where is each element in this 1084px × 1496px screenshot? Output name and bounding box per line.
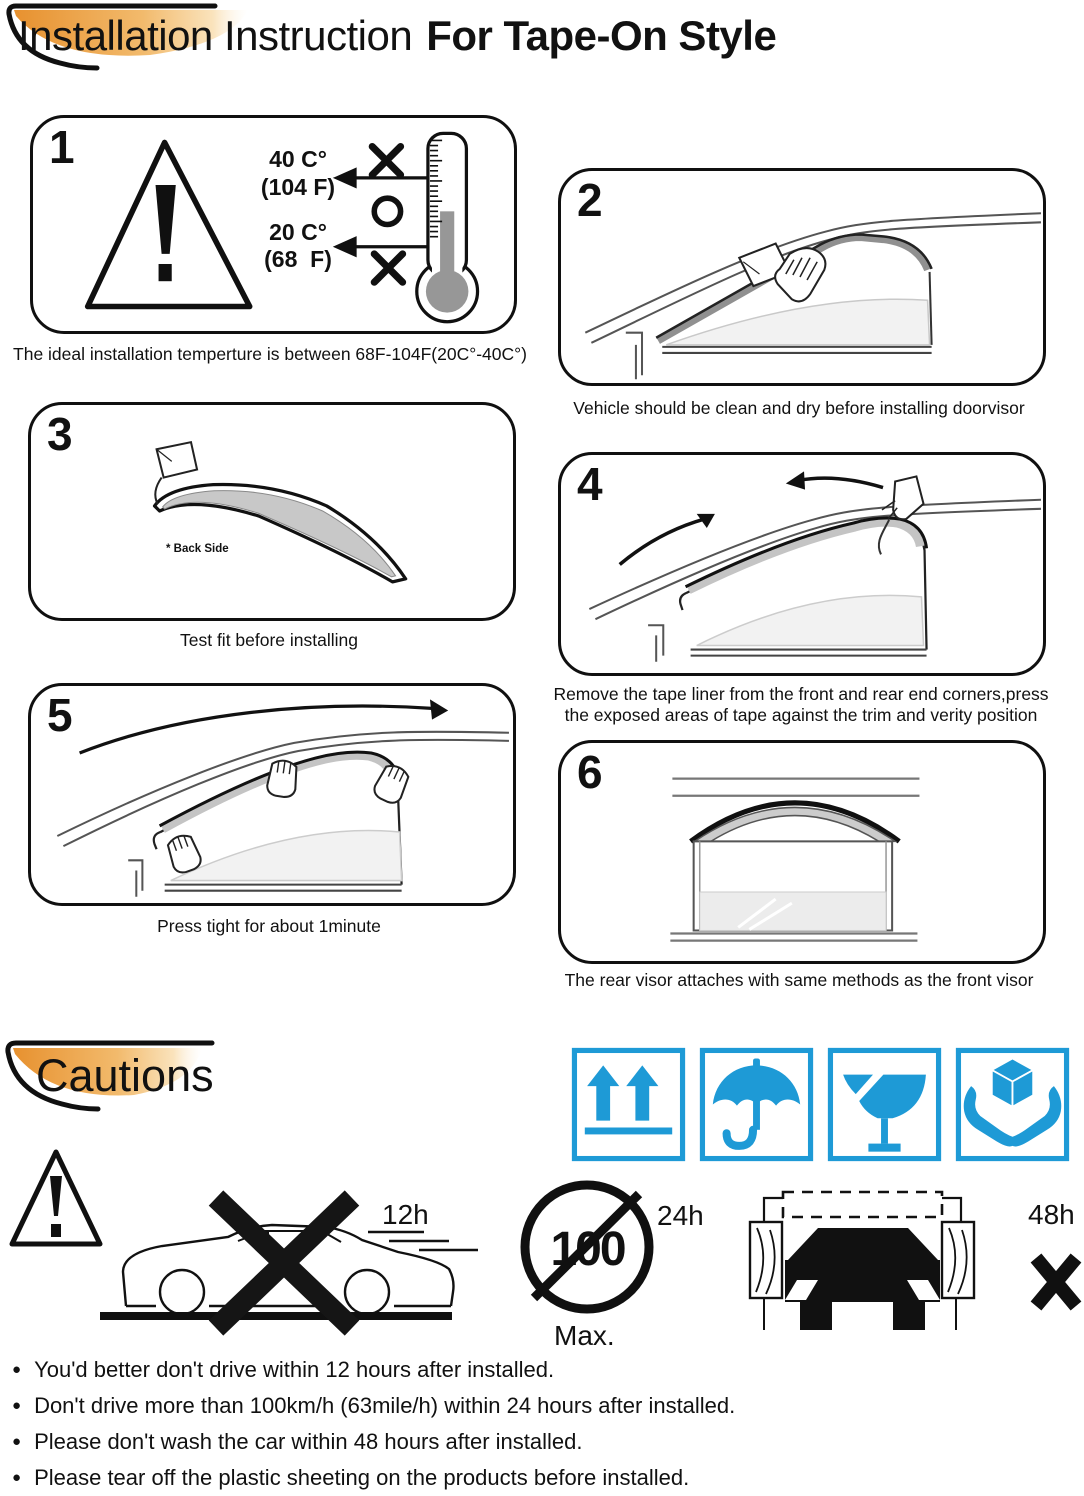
step3-caption: Test fit before installing [179,630,358,650]
bullet-dot: ● [12,1397,22,1414]
window-sill [662,347,931,353]
warning-triangle-icon [88,142,250,306]
bullet-dot: ● [12,1361,22,1378]
caution-notes-list [8,1357,1074,1496]
max-label: Max. [554,1320,615,1351]
no-driving-car-icon [123,1225,454,1314]
page-title [18,12,776,60]
step3-illustration [31,405,513,618]
step-number: 5 [47,689,73,741]
fragile-icon [827,1046,942,1163]
door-corner-lines [648,625,663,661]
step-panel-6 [558,740,1046,964]
cross-mark-low-icon [374,254,402,282]
no-wash-cross [1036,1258,1076,1306]
speed-lines [368,1232,478,1250]
door-corner-lines [626,333,642,380]
no-driving-cross [216,1198,352,1328]
window-right-edge [930,272,932,345]
step-panel-2 [558,168,1046,386]
step5-illustration [31,686,513,903]
speed-limit-value: 100 [550,1223,625,1276]
sweep-arrow-head [430,699,448,719]
caution-note-text: You'd better don't drive within 12 hours after installed. [34,1357,555,1382]
back-side-label: * Back Side [166,543,229,555]
page-title-bold: For Tape-On Style [426,12,777,59]
step4-caption: Remove the tape liner from the front and rear end corners,press the exposed areas of tape against the trim and verity position [553,684,1049,725]
temp-low-celsius: 20 C° [269,219,327,245]
car-wash-icon [750,1192,974,1330]
step6-illustration [561,743,1043,961]
list-item [8,1465,1074,1491]
roof-lines [672,779,919,796]
page-title-regular: Installation Instruction [18,12,413,59]
ground-line [100,1312,452,1320]
list-item [8,1393,1074,1419]
thermometer-icon [417,133,478,321]
step-number: 6 [577,746,603,798]
step-number: 2 [577,174,603,226]
door-glass [697,595,924,645]
step-panel-3 [28,402,516,621]
door-glass [666,299,929,345]
bullet-dot: ● [12,1433,22,1450]
this-side-up-icon [571,1046,686,1163]
step6-caption: The rear visor attaches with same methods as the front visor [564,970,1034,990]
list-item [8,1357,1074,1383]
wash-48h-label: 48h [1028,1199,1075,1230]
keep-dry-icon [699,1046,814,1163]
trunk-lines [670,934,917,941]
sweep-arrow [80,706,432,753]
step-number: 4 [577,458,603,510]
speed-24h-label: 24h [657,1200,704,1231]
door-corner-lines [128,860,142,896]
step-panel-5 [28,683,516,906]
step1-caption: The ideal installation temperture is between 68F-104F(20C°-40C°) [13,344,527,364]
window-sill [691,650,927,656]
door-visor [155,485,406,582]
temp-high-fahrenheit: (104 F) [260,174,336,200]
packaging-icons-row [571,1046,1070,1163]
step5-caption: Press tight for about 1minute [157,916,381,936]
window-sill [165,885,402,891]
ok-circle-icon [374,198,400,224]
rear-glass [700,892,886,930]
step2-illustration [561,171,1043,383]
step-number: 1 [49,121,75,173]
step2-caption: Vehicle should be clean and dry before installing doorvisor [573,398,1025,418]
temp-low-fahrenheit: (68 F) [264,246,332,272]
step-panel-4 [558,452,1046,676]
cross-mark-high-icon [372,147,400,175]
car-roof-lines [589,500,1041,619]
caution-note-text: Please tear off the plastic sheeting on the products before installed. [34,1465,690,1490]
rear-visor-band [695,807,895,841]
list-item [8,1429,1074,1455]
door-glass [171,830,402,880]
warning-triangle-icon [12,1152,100,1244]
cautions-heading: Cautions [36,1050,214,1101]
step4-illustration [561,455,1043,673]
no-drive-12h-label: 12h [382,1199,429,1230]
step-panel-1 [30,115,517,334]
caution-note-text: Please don't wash the car within 48 hours after installed. [34,1429,583,1454]
handle-with-care-icon [955,1046,1070,1163]
step-number: 3 [47,408,73,460]
temp-high-celsius: 40 C° [269,146,327,172]
bullet-dot: ● [12,1469,22,1486]
wiping-hand-icon [739,244,825,302]
caution-note-text: Don't drive more than 100km/h (63mile/h) within 24 hours after installed. [34,1393,736,1418]
